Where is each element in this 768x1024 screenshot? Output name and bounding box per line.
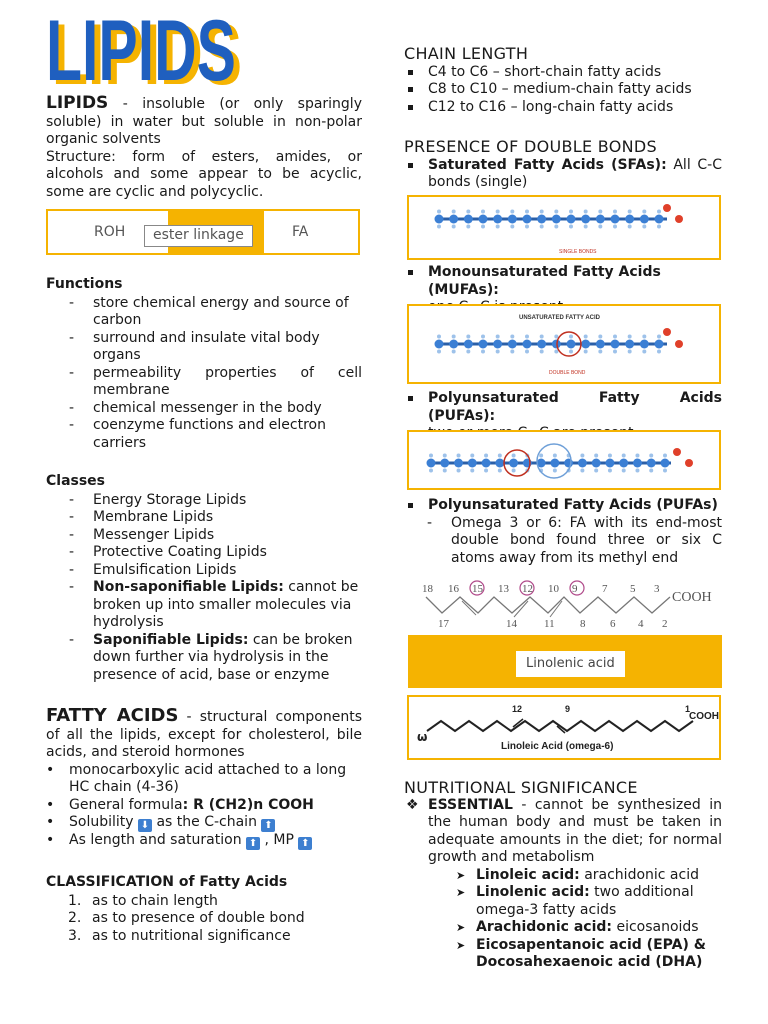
omega-list	[404, 515, 722, 568]
hydrogen-atom	[608, 454, 612, 458]
carbon-atom	[523, 340, 532, 349]
carbon-atom	[611, 340, 620, 349]
hydrogen-atom	[657, 225, 661, 229]
carbon-atom	[493, 340, 502, 349]
hydrogen-atom	[466, 225, 470, 229]
carbon-number: 6	[610, 618, 616, 630]
carbon-atom	[605, 459, 614, 468]
hydrogen-atom	[622, 469, 626, 473]
carbon-number: 7	[602, 583, 608, 595]
carbon-atom	[564, 459, 573, 468]
hydrogen-atom	[613, 210, 617, 214]
hydrogen-atom	[663, 454, 667, 458]
hydrogen-atom	[613, 350, 617, 354]
carbon-atom	[640, 215, 649, 224]
carbon-atom	[633, 459, 642, 468]
list-item: - coenzyme functions and electron carriers	[46, 417, 362, 452]
hydrogen-atom	[457, 469, 461, 473]
fatty-acids-definition: FATTY ACIDS - structural components of all the lipids, except for cholesterol, bile acids, and steroid hormones	[46, 705, 362, 760]
carbon-atom	[596, 340, 605, 349]
carbon-atom	[468, 459, 477, 468]
hydrogen-atom	[594, 454, 598, 458]
hydrogen-atom	[437, 225, 441, 229]
list-item: - chemical messenger in the body	[46, 400, 362, 418]
hydrogen-atom	[510, 225, 514, 229]
hydrogen-atom	[554, 225, 558, 229]
hydrogen-atom	[642, 210, 646, 214]
hydrogen-atom	[657, 350, 661, 354]
carbon-atom	[464, 340, 473, 349]
hydrogen-atom	[598, 210, 602, 214]
carbon-atom	[567, 215, 576, 224]
lipids-definition: LIPIDS - insoluble (or only sparingly soluble) in water but soluble in non-polar organic solvents	[46, 93, 362, 147]
hydrogen-atom	[580, 454, 584, 458]
diamond-bullet-icon: ❖	[406, 796, 419, 813]
hydrogen-atom	[452, 335, 456, 339]
double-bonds-heading: PRESENCE OF DOUBLE BONDS	[404, 137, 658, 156]
carbon-atom	[435, 340, 444, 349]
hydrogen-atom	[580, 469, 584, 473]
carbon-atom	[537, 340, 546, 349]
carbon-atom	[661, 459, 670, 468]
classes-list	[46, 492, 362, 685]
arrow-up-icon: ⬆	[246, 837, 260, 850]
hydrogen-atom	[569, 225, 573, 229]
classes-heading: Classes	[46, 473, 106, 489]
hydrogen-atom	[657, 210, 661, 214]
hydrogen-atom	[628, 225, 632, 229]
carbon-number: 2	[662, 618, 668, 630]
carbon-atom	[581, 340, 590, 349]
svg-text:COOH: COOH	[689, 711, 719, 722]
carbon-atom	[435, 215, 444, 224]
double-bonds-section	[404, 138, 722, 192]
hydrogen-atom	[540, 210, 544, 214]
carbon-atom	[581, 215, 590, 224]
list-item: - Energy Storage Lipids	[46, 492, 362, 510]
carbon-atom	[596, 215, 605, 224]
carbon-number: 16	[448, 583, 459, 595]
pufa-omega-list	[404, 497, 722, 515]
hydrogen-atom	[554, 350, 558, 354]
list-item: C4 to C6 – short-chain fatty acids	[404, 64, 722, 82]
hydrogen-atom	[510, 210, 514, 214]
svg-text:12: 12	[512, 704, 523, 714]
carbon-atom	[552, 215, 561, 224]
carbon-atom	[537, 215, 546, 224]
carbon-number: 9	[572, 583, 578, 595]
carbon-number: 4	[638, 618, 644, 630]
hydrogen-atom	[429, 454, 433, 458]
hydrogen-atom	[594, 469, 598, 473]
hydrogen-atom	[512, 469, 516, 473]
svg-text:COOH: COOH	[672, 590, 712, 605]
carbon-number: 15	[472, 583, 483, 595]
carbon-atom	[508, 215, 517, 224]
hydrogen-atom	[642, 350, 646, 354]
list-item: - Non-saponifiable Lipids: cannot be broken up into smaller molecules via hydrolysis	[46, 579, 362, 632]
hydrogen-atom	[466, 335, 470, 339]
chain-length-list	[404, 64, 722, 117]
carbon-atom	[440, 459, 449, 468]
saturated-fatty-acid-diagram	[407, 195, 721, 260]
hydrogen-atom	[628, 335, 632, 339]
chain-length-heading: CHAIN LENGTH	[404, 44, 529, 63]
hydrogen-atom	[429, 469, 433, 473]
list-item: C12 to C16 – long-chain fatty acids	[404, 99, 722, 117]
carbon-atom	[509, 459, 518, 468]
hydrogen-atom	[539, 454, 543, 458]
hydrogen-atom	[481, 350, 485, 354]
hydrogen-atom	[569, 335, 573, 339]
hydrogen-atom	[525, 210, 529, 214]
classification-list	[46, 893, 362, 946]
list-item: ➤ Linoleic acid: arachidonic acid	[404, 867, 722, 885]
hydrogen-atom	[481, 335, 485, 339]
arrow-down-icon: ⬇	[138, 819, 152, 832]
svg-text:DOUBLE BOND: DOUBLE BOND	[549, 370, 586, 376]
list-item: - Membrane Lipids	[46, 509, 362, 527]
hydrogen-atom	[622, 454, 626, 458]
hydrogen-atom	[510, 335, 514, 339]
carbon-atom	[427, 459, 436, 468]
fatty-acids-section	[46, 707, 362, 850]
hydrogen-atom	[484, 469, 488, 473]
fatty-acids-bullets	[46, 762, 362, 851]
classification-section	[46, 874, 362, 945]
list-item: • General formula: R (CH2)n COOH	[46, 797, 362, 815]
carbon-atom	[619, 459, 628, 468]
carbon-atom	[578, 459, 587, 468]
linolenic-acid-diagram	[408, 573, 722, 688]
carbon-atom	[592, 459, 601, 468]
list-item: Polyunsaturated Fatty Acids (PUFAs):	[404, 390, 722, 443]
carbon-atom	[493, 215, 502, 224]
hydrogen-atom	[496, 335, 500, 339]
hydrogen-atom	[512, 454, 516, 458]
hydrogen-atom	[466, 350, 470, 354]
hydrogen-atom	[498, 469, 502, 473]
hydrogen-atom	[466, 210, 470, 214]
ester-linkage-diagram	[46, 209, 360, 255]
fa-label: FA	[292, 224, 309, 240]
carbon-atom	[464, 215, 473, 224]
hydrogen-atom	[457, 454, 461, 458]
list-item: C8 to C10 – medium-chain fatty acids	[404, 81, 722, 99]
list-item: - Saponifiable Lipids: can be broken down further via hydrolysis in the presence of acid, base or enzyme	[46, 632, 362, 685]
essential-definition: ❖ ESSENTIAL - cannot be synthesized in the human body and must be taken in adequate amounts in the diet; for normal growth and metabolism	[406, 796, 722, 865]
carbon-atom	[479, 215, 488, 224]
hydrogen-atom	[540, 335, 544, 339]
hydrogen-atom	[452, 225, 456, 229]
page-title	[44, 12, 254, 90]
hydrogen-atom	[663, 469, 667, 473]
carbon-atom	[611, 215, 620, 224]
hydrogen-atom	[635, 469, 639, 473]
carbon-atom	[640, 340, 649, 349]
hydrogen-atom	[496, 210, 500, 214]
carbon-number: 12	[522, 583, 533, 595]
hydrogen-atom	[484, 454, 488, 458]
roh-label: ROH	[94, 224, 126, 240]
classes-section	[46, 473, 362, 684]
hydrogen-atom	[443, 469, 447, 473]
hydrogen-atom	[452, 350, 456, 354]
linolenic-structure	[408, 573, 722, 635]
list-item: Polyunsaturated Fatty Acids (PUFAs)	[404, 497, 722, 515]
hydrogen-atom	[553, 469, 557, 473]
svg-text:1: 1	[685, 704, 691, 714]
polyunsaturated-fatty-acid-diagram	[407, 430, 721, 490]
carbon-number: 8	[580, 618, 586, 630]
list-item: • monocarboxylic acid attached to a long HC chain (4-36)	[46, 762, 362, 797]
svg-text:SINGLE BONDS: SINGLE BONDS	[559, 249, 597, 255]
hydrogen-atom	[510, 350, 514, 354]
hydrogen-atom	[525, 335, 529, 339]
carbon-atom	[647, 459, 656, 468]
hydrogen-atom	[642, 335, 646, 339]
carbon-atom	[479, 340, 488, 349]
carbon-atom	[449, 215, 458, 224]
list-item: - surround and insulate vital body organs	[46, 330, 362, 365]
carbon-atom	[482, 459, 491, 468]
hydrogen-atom	[496, 350, 500, 354]
list-item: 1. as to chain length	[68, 892, 218, 909]
svg-text:LIPIDS: LIPIDS	[46, 12, 236, 90]
svg-text:9: 9	[565, 704, 571, 714]
classification-heading: CLASSIFICATION of Fatty Acids	[46, 874, 288, 890]
hydrogen-atom	[443, 454, 447, 458]
hydrogen-atom	[569, 350, 573, 354]
hydrogen-atom	[657, 335, 661, 339]
hydrogen-atom	[598, 350, 602, 354]
hydrogen-atom	[584, 335, 588, 339]
hydrogen-atom	[525, 350, 529, 354]
list-item: Saturated Fatty Acids (SFAs): All C-C bonds (single)	[404, 157, 722, 192]
linoleic-acid-diagram	[407, 695, 721, 760]
monounsaturated-fatty-acid-diagram	[407, 304, 721, 384]
hydrogen-atom	[470, 454, 474, 458]
arrow-up-icon: ⬆	[298, 837, 312, 850]
carbon-atom	[655, 215, 664, 224]
hydrogen-atom	[525, 225, 529, 229]
hydrogen-atom	[613, 335, 617, 339]
hydrogen-atom	[554, 210, 558, 214]
list-item: - Omega 3 or 6: FA with its end-most double bond found three or six C atoms away from its methyl end	[404, 515, 722, 568]
svg-text:UNSATURATED FATTY ACID: UNSATURATED FATTY ACID	[519, 315, 600, 321]
hydrogen-atom	[437, 350, 441, 354]
hydrogen-atom	[649, 454, 653, 458]
functions-section	[46, 276, 362, 452]
hydrogen-atom	[598, 225, 602, 229]
hydrogen-atom	[481, 225, 485, 229]
carbon-atom	[625, 340, 634, 349]
carbon-atom	[625, 215, 634, 224]
sfa-list	[404, 157, 722, 192]
carbon-atom	[567, 340, 576, 349]
list-item: • Solubility ⬇ as the C-chain ⬆	[46, 814, 362, 832]
sfa-molecule	[409, 197, 719, 258]
mufa-molecule	[409, 306, 719, 382]
hydrogen-atom	[437, 335, 441, 339]
hydrogen-atom	[608, 469, 612, 473]
linoleic-structure	[409, 697, 719, 758]
list-item: ➤ Linolenic acid: two additional omega-3 fatty acids	[404, 884, 722, 919]
list-item: 3. as to nutritional significance	[68, 927, 291, 944]
hydrogen-atom	[496, 225, 500, 229]
hydrogen-atom	[584, 225, 588, 229]
pufa-omega-section	[404, 497, 722, 567]
hydrogen-atom	[635, 454, 639, 458]
carbon-number: 11	[544, 618, 555, 630]
list-item: 2. as to presence of double bond	[68, 910, 305, 926]
list-item: - Protective Coating Lipids	[46, 544, 362, 562]
hydrogen-atom	[569, 210, 573, 214]
nutritional-heading: NUTRITIONAL SIGNIFICANCE	[404, 778, 638, 797]
carbon-atom	[449, 340, 458, 349]
hydrogen-atom	[628, 350, 632, 354]
hydrogen-atom	[540, 225, 544, 229]
pufa-molecule	[409, 432, 719, 488]
carbon-number: 18	[422, 583, 433, 595]
hydrogen-atom	[598, 335, 602, 339]
intro-section	[46, 95, 362, 201]
hydrogen-atom	[553, 454, 557, 458]
functions-list	[46, 295, 362, 453]
functions-heading: Functions	[46, 276, 123, 292]
hydrogen-atom	[437, 210, 441, 214]
carbon-atom	[550, 459, 559, 468]
carbon-number: 10	[548, 583, 559, 595]
carbon-number: 3	[654, 583, 660, 595]
carbon-atom	[508, 340, 517, 349]
list-item: - Messenger Lipids	[46, 527, 362, 545]
hydrogen-atom	[642, 225, 646, 229]
hydrogen-atom	[498, 454, 502, 458]
linolenic-label: Linolenic acid	[516, 651, 625, 677]
carbon-atom	[523, 215, 532, 224]
hydrogen-atom	[481, 210, 485, 214]
list-item: • As length and saturation ⬆ , MP ⬆	[46, 832, 362, 850]
hydrogen-atom	[613, 225, 617, 229]
hydrogen-atom	[540, 350, 544, 354]
lipids-structure: Structure: form of esters, amides, or alcohols and some appear to be acyclic, some are cyclic and polycyclic.	[46, 148, 362, 200]
carbon-atom	[495, 459, 504, 468]
hydrogen-atom	[452, 210, 456, 214]
hydrogen-atom	[584, 210, 588, 214]
hydrogen-atom	[584, 350, 588, 354]
essential-list	[404, 867, 722, 972]
nutritional-section	[404, 779, 722, 972]
carbon-number: 13	[498, 583, 509, 595]
list-item: - Emulsification Lipids	[46, 562, 362, 580]
carbon-number: 5	[630, 583, 636, 595]
hydrogen-atom	[649, 469, 653, 473]
list-item: - permeability properties of cell membrane	[46, 365, 362, 400]
hydrogen-atom	[470, 469, 474, 473]
carbon-atom	[655, 340, 664, 349]
list-item: Monounsaturated Fatty Acids (MUFAs):	[404, 264, 722, 317]
list-item: ➤ Arachidonic acid: eicosanoids	[404, 919, 722, 937]
hydrogen-atom	[554, 335, 558, 339]
carbon-number: 14	[506, 618, 517, 630]
title-graphic	[44, 12, 254, 90]
list-item: ➤ Eicosapentanoic acid (EPA) & Docosahexaenoic acid (DHA)	[404, 937, 722, 972]
arrow-up-icon: ⬆	[261, 819, 275, 832]
svg-text:LIPIDS: LIPIDS	[52, 12, 242, 90]
svg-text:ω: ω	[417, 730, 428, 744]
hydrogen-atom	[628, 210, 632, 214]
chain-length-section	[404, 45, 722, 116]
svg-text:Linoleic Acid (omega-6): Linoleic Acid (omega-6)	[501, 741, 614, 752]
carbon-number: 17	[438, 618, 449, 630]
list-item: - store chemical energy and source of carbon	[46, 295, 362, 330]
carbon-atom	[454, 459, 463, 468]
ester-linkage-label: ester linkage	[144, 225, 253, 247]
